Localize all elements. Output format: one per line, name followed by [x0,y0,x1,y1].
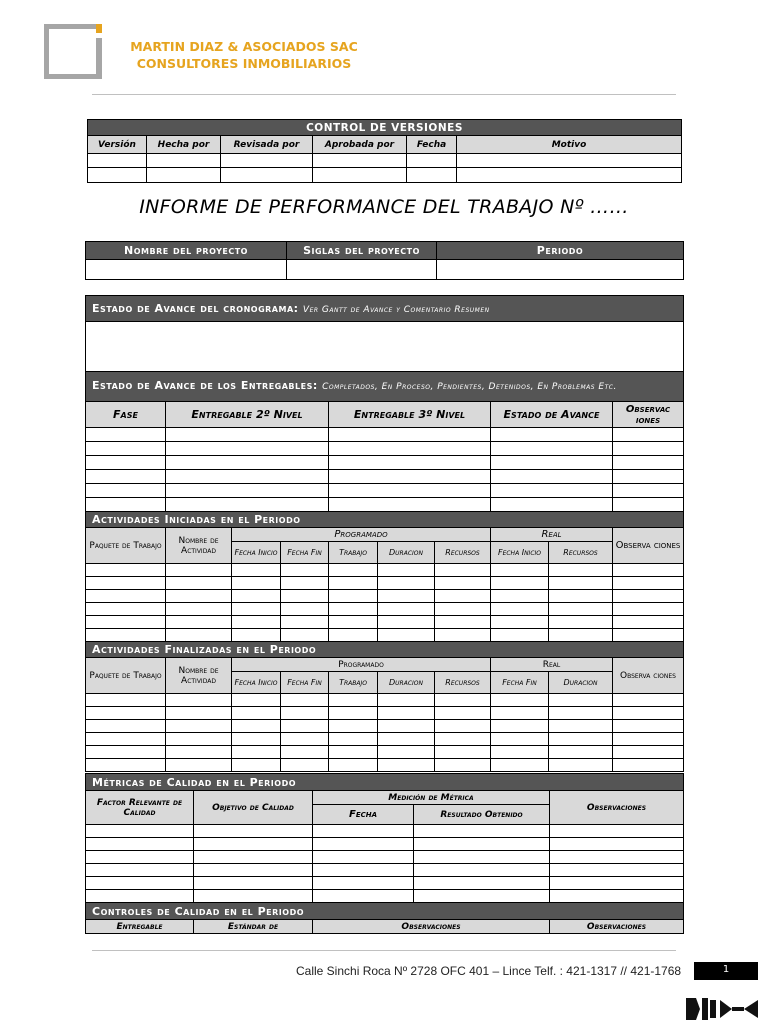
cell[interactable] [491,456,613,470]
iniciadas-header: Actividades Iniciadas en el Periodo [86,512,684,528]
cell[interactable] [378,577,435,590]
cell[interactable] [166,733,232,746]
cell[interactable] [313,864,414,877]
cell[interactable] [491,733,549,746]
cell[interactable] [166,759,232,772]
cell[interactable] [194,851,313,864]
footer-decoration-icon [686,996,758,1022]
cell[interactable] [86,733,166,746]
cell[interactable] [86,629,166,642]
cell[interactable] [435,629,491,642]
cell[interactable] [414,890,550,903]
cell[interactable] [491,590,549,603]
cell[interactable] [613,577,684,590]
finalizadas-group-real: Real [491,658,613,672]
table-row [86,564,684,577]
cell[interactable] [329,590,378,603]
cell[interactable] [491,629,549,642]
cell[interactable] [457,154,682,168]
cell[interactable] [491,616,549,629]
cell[interactable] [281,733,329,746]
cell[interactable] [613,746,684,759]
cell[interactable] [166,616,232,629]
iniciadas-col-nombre: Nombre de Actividad [166,528,232,564]
cell[interactable] [281,629,329,642]
cell[interactable] [329,498,491,512]
cell[interactable] [491,694,549,707]
table-row [86,260,684,280]
cell[interactable] [613,590,684,603]
finalizadas-col-prog-trabajo: Trabajo [329,672,378,694]
cell[interactable] [378,694,435,707]
finalizadas-col-paquete: Paquete de Trabajo [86,658,166,694]
cell[interactable] [86,851,194,864]
table-row [88,168,682,183]
cell[interactable] [86,442,166,456]
cell[interactable] [86,484,166,498]
metricas-col-fecha: Fecha [313,805,414,825]
cell[interactable] [86,864,194,877]
finalizadas-col-real-duracion: Duracion [549,672,613,694]
cell[interactable] [194,864,313,877]
cell[interactable] [435,707,491,720]
finalizadas-col-prog-recursos: Recursos [435,672,491,694]
iniciadas-col-real-recursos: Recursos [549,542,613,564]
cell[interactable] [613,694,684,707]
cell[interactable] [435,694,491,707]
table-row [86,629,684,642]
cell[interactable] [329,707,378,720]
main-form-table [85,295,684,772]
table-row [86,442,684,456]
versions-col-fecha: Fecha [407,136,457,154]
cell[interactable] [86,590,166,603]
controles-col-observaciones-2: Observaciones [550,920,684,934]
footer-address: Calle Sinchi Roca Nº 2728 OFC 401 – Lince Telf. : 421-1317 // 421-1768 [296,964,682,978]
cell[interactable] [329,694,378,707]
table-row [88,154,682,168]
cell[interactable] [86,498,166,512]
table-row [86,759,684,772]
quality-table [85,773,684,934]
cell[interactable] [491,746,549,759]
header-rule [92,94,676,95]
entregables-col-estado: Estado de Avance [491,402,613,428]
cell[interactable] [414,864,550,877]
company-name [124,38,364,72]
cell[interactable] [613,498,684,512]
entregables-col-obs: Observac iones [613,402,684,428]
table-row [86,733,684,746]
finalizadas-col-prog-duracion: Duracion [378,672,435,694]
cell[interactable] [329,577,378,590]
cell[interactable] [491,577,549,590]
iniciadas-col-prog-duracion: Duracion [378,542,435,564]
cell[interactable] [550,890,684,903]
versions-title: CONTROL DE VERSIONES [88,120,682,136]
cell[interactable] [491,603,549,616]
cell[interactable] [329,428,491,442]
logo-bar [96,38,102,79]
logo-dot [96,24,102,33]
cell[interactable] [86,838,194,851]
cell[interactable] [613,442,684,456]
metricas-col-factor: Factor Relevante de Calidad [86,791,194,825]
cell[interactable] [232,577,281,590]
cell[interactable] [435,564,491,577]
cell[interactable] [414,851,550,864]
cell[interactable] [86,564,166,577]
metricas-col-resultado: Resultado Obtenido [414,805,550,825]
cell[interactable] [407,154,457,168]
finalizadas-header: Actividades Finalizadas en el Periodo [86,642,684,658]
cell[interactable] [550,851,684,864]
cell[interactable] [329,616,378,629]
finalizadas-group-prog: Programado [232,658,491,672]
cell[interactable] [86,456,166,470]
cell[interactable] [329,759,378,772]
cell[interactable] [491,707,549,720]
cell[interactable] [166,707,232,720]
versions-col-hecha: Hecha por [147,136,221,154]
cronograma-body[interactable] [86,322,684,372]
entregables-col-2nivel: Entregable 2º Nivel [166,402,329,428]
cell[interactable] [613,564,684,577]
table-row [86,707,684,720]
metricas-col-obs: Observaciones [550,791,684,825]
cell[interactable] [378,746,435,759]
project-col-periodo: Periodo [437,242,684,260]
cell[interactable] [549,629,613,642]
cell[interactable] [232,759,281,772]
cell[interactable] [549,707,613,720]
cell[interactable] [549,590,613,603]
cell[interactable] [232,564,281,577]
cell[interactable] [329,720,378,733]
cell[interactable] [329,629,378,642]
entregables-note: Completados, En Proceso, Pendientes, Detenidos, En Problemas Etc. [322,382,617,392]
cell[interactable] [166,629,232,642]
cell[interactable] [435,746,491,759]
versions-col-motivo: Motivo [457,136,682,154]
cell[interactable] [86,260,287,280]
cell[interactable] [613,470,684,484]
cell[interactable] [232,603,281,616]
controles-col-observaciones: Observaciones [313,920,550,934]
cell[interactable] [86,470,166,484]
table-row [86,470,684,484]
cell[interactable] [378,759,435,772]
controles-col-estandar: Estándar de [194,920,313,934]
cell[interactable] [86,616,166,629]
cell[interactable] [329,603,378,616]
cell[interactable] [86,877,194,890]
cell[interactable] [194,890,313,903]
cell[interactable] [435,616,491,629]
cell[interactable] [457,168,682,183]
cell[interactable] [491,470,613,484]
table-row [86,456,684,470]
cell[interactable] [281,590,329,603]
footer-rule [92,950,676,951]
cell[interactable] [329,470,491,484]
cronograma-header [86,296,684,322]
cell[interactable] [549,577,613,590]
table-row [86,720,684,733]
cell[interactable] [166,428,329,442]
table-row [86,484,684,498]
versions-table [87,119,682,183]
cell[interactable] [232,707,281,720]
cell[interactable] [166,577,232,590]
entregables-col-fase: Fase [86,402,166,428]
cell[interactable] [232,733,281,746]
cell[interactable] [221,154,313,168]
cell[interactable] [613,616,684,629]
project-table [85,241,684,280]
iniciadas-col-prog-inicio: Fecha Inicio [232,542,281,564]
cell[interactable] [329,564,378,577]
logo-frame [44,24,102,79]
cell[interactable] [86,577,166,590]
project-col-nombre: Nombre del proyecto [86,242,287,260]
cell[interactable] [613,603,684,616]
cell[interactable] [166,484,329,498]
cell[interactable] [313,877,414,890]
cell[interactable] [86,890,194,903]
cell[interactable] [86,759,166,772]
cell[interactable] [491,720,549,733]
cell[interactable] [166,590,232,603]
iniciadas-col-paquete: Paquete de Trabajo [86,528,166,564]
iniciadas-group-prog: Programado [232,528,491,542]
cell[interactable] [86,428,166,442]
cell[interactable] [414,825,550,838]
cell[interactable] [86,707,166,720]
cell[interactable] [549,746,613,759]
cell[interactable] [313,890,414,903]
cell[interactable] [166,498,329,512]
cell[interactable] [378,733,435,746]
cell[interactable] [221,168,313,183]
table-row [86,694,684,707]
entregables-title: Estado de Avance de los Entregables: [92,379,318,392]
cell[interactable] [281,577,329,590]
cell[interactable] [550,877,684,890]
cell[interactable] [437,260,684,280]
cell[interactable] [86,694,166,707]
cell[interactable] [549,733,613,746]
cell[interactable] [147,154,221,168]
cell[interactable] [232,746,281,759]
cell[interactable] [435,603,491,616]
cell[interactable] [166,694,232,707]
table-row [86,428,684,442]
cell[interactable] [435,759,491,772]
cell[interactable] [88,168,147,183]
cell[interactable] [491,442,613,456]
cell[interactable] [435,733,491,746]
cell[interactable] [550,825,684,838]
cell[interactable] [435,577,491,590]
cell[interactable] [613,629,684,642]
company-line1: MARTIN DIAZ & ASOCIADOS SAC [130,39,358,54]
cell[interactable] [232,694,281,707]
cronograma-note: Ver Gantt de Avance y Comentario Resumen [302,305,490,315]
versions-col-aprobada: Aprobada por [313,136,407,154]
cell[interactable] [549,694,613,707]
cell[interactable] [166,470,329,484]
cell[interactable] [549,759,613,772]
cell[interactable] [378,720,435,733]
cell[interactable] [613,484,684,498]
cell[interactable] [313,851,414,864]
entregables-col-3nivel: Entregable 3º Nivel [329,402,491,428]
table-row [86,603,684,616]
cell[interactable] [281,746,329,759]
cell[interactable] [194,825,313,838]
table-row [86,746,684,759]
cell[interactable] [491,759,549,772]
table-row [86,498,684,512]
cell[interactable] [194,838,313,851]
cell[interactable] [329,456,491,470]
finalizadas-col-prog-inicio: Fecha Inicio [232,672,281,694]
cell[interactable] [550,864,684,877]
iniciadas-col-prog-recursos: Recursos [435,542,491,564]
table-row [86,577,684,590]
cell[interactable] [378,603,435,616]
iniciadas-col-obs: Observa ciones [613,528,684,564]
cell[interactable] [166,720,232,733]
cell[interactable] [281,759,329,772]
cell[interactable] [435,590,491,603]
cell[interactable] [414,877,550,890]
cell[interactable] [281,720,329,733]
controles-col-entregable: Entregable [86,920,194,934]
table-row [86,890,684,903]
cell[interactable] [232,590,281,603]
cell[interactable] [329,442,491,456]
cell[interactable] [549,616,613,629]
page-number: 1 [694,962,758,980]
cell[interactable] [549,564,613,577]
cell[interactable] [378,564,435,577]
cell[interactable] [613,456,684,470]
cell[interactable] [194,877,313,890]
cell[interactable] [491,428,613,442]
cell[interactable] [166,746,232,759]
table-row [86,877,684,890]
finalizadas-col-obs: Observa ciones [613,658,684,694]
table-row [86,825,684,838]
cell[interactable] [313,168,407,183]
cell[interactable] [329,733,378,746]
cell[interactable] [407,168,457,183]
cell[interactable] [166,603,232,616]
cell[interactable] [613,733,684,746]
versions-col-revisada: Revisada por [221,136,313,154]
cell[interactable] [378,616,435,629]
cell[interactable] [491,564,549,577]
cell[interactable] [378,629,435,642]
cell[interactable] [549,720,613,733]
metricas-group-medicion: Medición de Métrica [313,791,550,805]
company-line2: CONSULTORES INMOBILIARIOS [136,56,352,71]
cell[interactable] [435,720,491,733]
controles-header: Controles de Calidad en el Periodo [86,903,684,920]
cell[interactable] [232,616,281,629]
metricas-header: Métricas de Calidad en el Periodo [86,774,684,791]
cell[interactable] [88,154,147,168]
cell[interactable] [549,603,613,616]
table-row [86,864,684,877]
cell[interactable] [491,484,613,498]
document-title: INFORME DE PERFORMANCE DEL TRABAJO Nº …… [139,196,629,218]
cell[interactable] [613,720,684,733]
cell[interactable] [613,707,684,720]
cell[interactable] [86,603,166,616]
iniciadas-group-real: Real [491,528,613,542]
iniciadas-col-real-inicio: Fecha Inicio [491,542,549,564]
table-row [86,851,684,864]
cell[interactable] [86,720,166,733]
finalizadas-col-real-fin: Fecha Fin [491,672,549,694]
table-row [86,590,684,603]
cell[interactable] [313,838,414,851]
cell[interactable] [613,428,684,442]
cell[interactable] [232,629,281,642]
cell[interactable] [378,707,435,720]
cell[interactable] [232,720,281,733]
cronograma-title: Estado de Avance del cronograma: [92,302,299,315]
iniciadas-col-prog-trabajo: Trabajo [329,542,378,564]
cell[interactable] [86,746,166,759]
cell[interactable] [166,442,329,456]
metricas-col-objetivo: Objetivo de Calidad [194,791,313,825]
cell[interactable] [86,825,194,838]
cell[interactable] [281,564,329,577]
cell[interactable] [550,838,684,851]
project-col-siglas: Siglas del proyecto [287,242,437,260]
cell[interactable] [281,707,329,720]
cell[interactable] [313,154,407,168]
cell[interactable] [281,616,329,629]
cell[interactable] [491,498,613,512]
finalizadas-col-prog-fin: Fecha Fin [281,672,329,694]
cell[interactable] [281,603,329,616]
cell[interactable] [329,746,378,759]
finalizadas-col-nombre: Nombre de Actividad [166,658,232,694]
entregables-header [86,372,684,402]
table-row [86,616,684,629]
cell[interactable] [378,590,435,603]
cell[interactable] [281,694,329,707]
cell[interactable] [166,564,232,577]
cell[interactable] [287,260,437,280]
cell[interactable] [313,825,414,838]
cell[interactable] [147,168,221,183]
cell[interactable] [613,759,684,772]
versions-col-version: Versión [88,136,147,154]
table-row [86,838,684,851]
iniciadas-col-prog-fin: Fecha Fin [281,542,329,564]
cell[interactable] [166,456,329,470]
cell[interactable] [329,484,491,498]
cell[interactable] [414,838,550,851]
